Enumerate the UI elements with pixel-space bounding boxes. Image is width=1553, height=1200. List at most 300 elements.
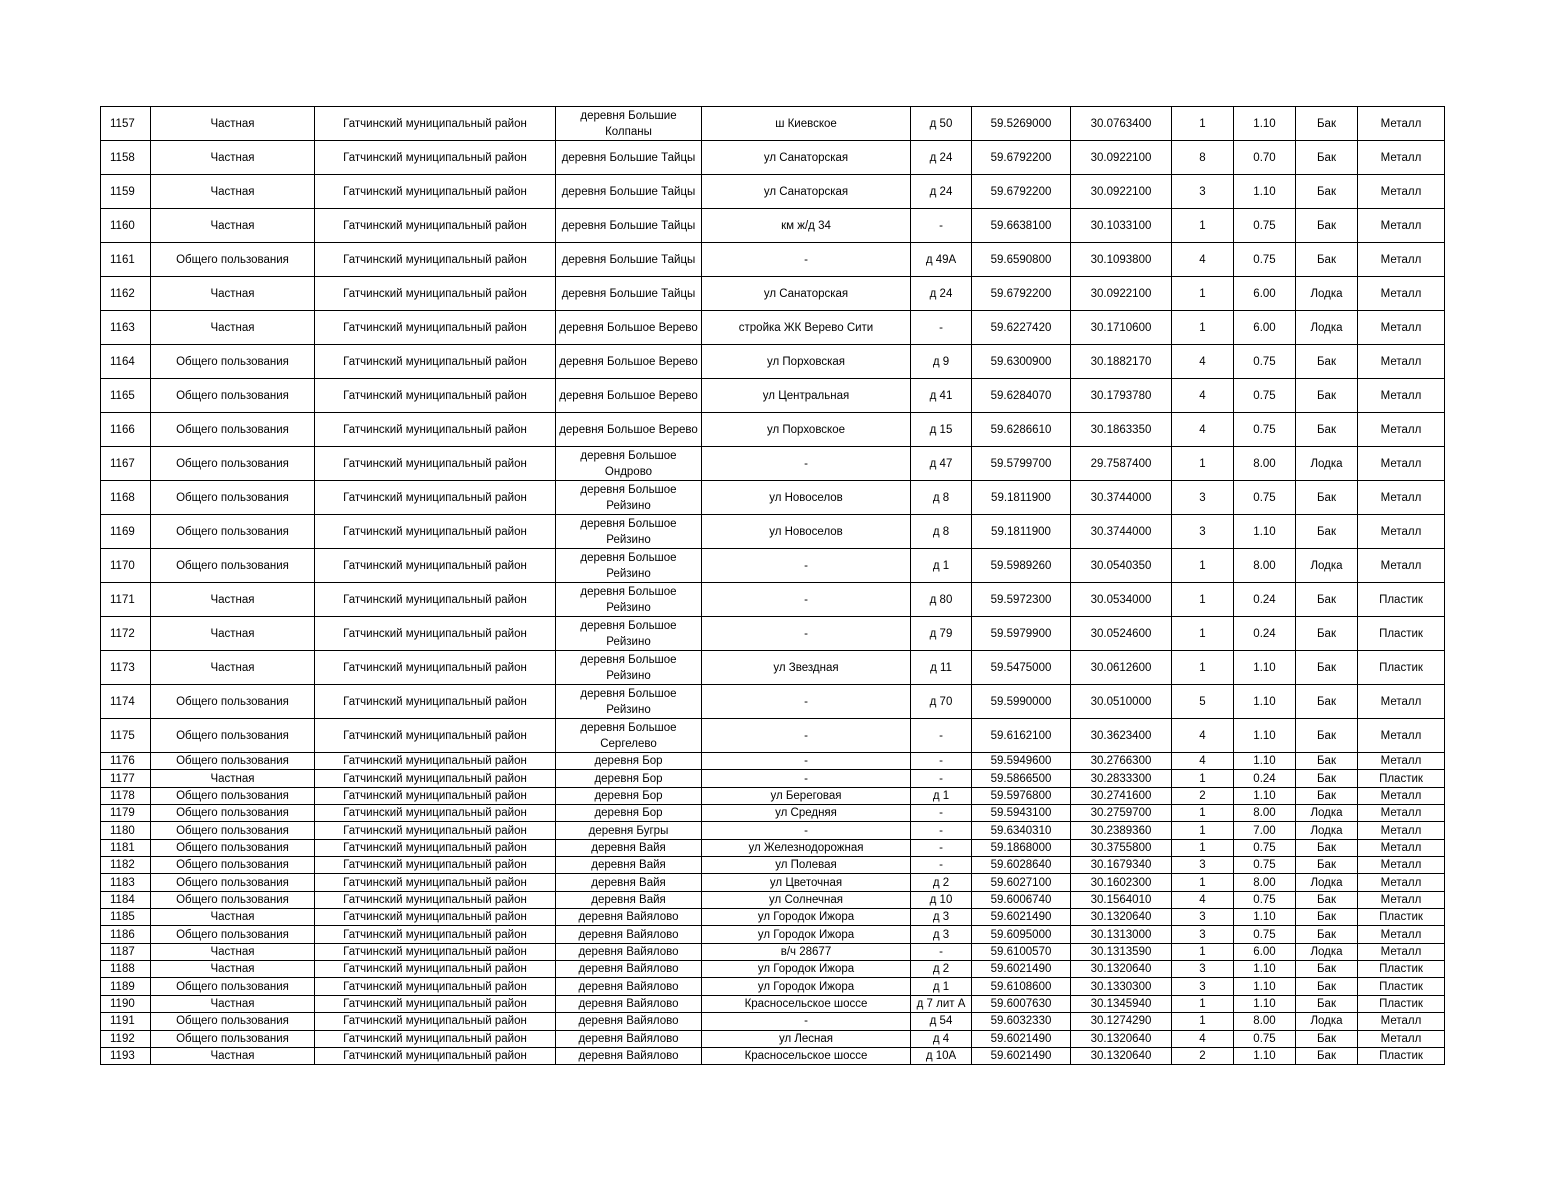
cell-row-number: 1169 (101, 515, 151, 549)
cell-ownership: Частная (151, 141, 315, 175)
cell-row-number: 1185 (101, 909, 151, 926)
cell-row-number: 1174 (101, 685, 151, 719)
cell-container-type: Бак (1296, 243, 1358, 277)
cell-latitude: 59.5799700 (972, 447, 1071, 481)
cell-settlement: деревня Большие Тайцы (556, 277, 702, 311)
cell-volume: 0.75 (1234, 379, 1296, 413)
cell-settlement: деревня Вайя (556, 874, 702, 891)
cell-material: Металл (1358, 874, 1445, 891)
cell-longitude: 30.2833300 (1071, 770, 1172, 787)
cell-container-type: Лодка (1296, 822, 1358, 839)
cell-district: Гатчинский муниципальный район (315, 857, 556, 874)
cell-latitude: 59.5269000 (972, 107, 1071, 141)
cell-longitude: 30.0922100 (1071, 175, 1172, 209)
cell-count: 1 (1172, 447, 1234, 481)
cell-row-number: 1188 (101, 961, 151, 978)
cell-count: 1 (1172, 277, 1234, 311)
cell-volume: 0.75 (1234, 891, 1296, 908)
cell-house: д 7 лит А (911, 995, 972, 1012)
cell-row-number: 1191 (101, 1013, 151, 1030)
cell-volume: 0.75 (1234, 209, 1296, 243)
cell-count: 4 (1172, 719, 1234, 753)
cell-latitude: 59.6007630 (972, 995, 1071, 1012)
cell-district: Гатчинский муниципальный район (315, 345, 556, 379)
cell-count: 1 (1172, 107, 1234, 141)
cell-container-type: Бак (1296, 909, 1358, 926)
cell-container-type: Лодка (1296, 549, 1358, 583)
cell-material: Металл (1358, 379, 1445, 413)
cell-row-number: 1158 (101, 141, 151, 175)
cell-house: д 2 (911, 961, 972, 978)
cell-district: Гатчинский муниципальный район (315, 909, 556, 926)
cell-settlement: деревня Вайялово (556, 978, 702, 995)
cell-latitude: 59.6300900 (972, 345, 1071, 379)
cell-latitude: 59.5475000 (972, 651, 1071, 685)
cell-material: Металл (1358, 926, 1445, 943)
table-row (101, 961, 1445, 978)
cell-container-type: Бак (1296, 583, 1358, 617)
cell-street: ул Лесная (702, 1030, 911, 1047)
cell-settlement: деревня Большие Тайцы (556, 141, 702, 175)
cell-district: Гатчинский муниципальный район (315, 943, 556, 960)
cell-longitude: 30.2766300 (1071, 753, 1172, 770)
cell-volume: 8.00 (1234, 549, 1296, 583)
cell-street: ул Полевая (702, 857, 911, 874)
cell-container-type: Бак (1296, 891, 1358, 908)
cell-count: 3 (1172, 481, 1234, 515)
table-row (101, 447, 1445, 481)
cell-count: 1 (1172, 943, 1234, 960)
cell-latitude: 59.6792200 (972, 141, 1071, 175)
cell-street: - (702, 685, 911, 719)
cell-ownership: Частная (151, 277, 315, 311)
cell-latitude: 59.6108600 (972, 978, 1071, 995)
cell-container-type: Бак (1296, 481, 1358, 515)
table-row (101, 175, 1445, 209)
table-row (101, 822, 1445, 839)
table-row (101, 617, 1445, 651)
cell-row-number: 1189 (101, 978, 151, 995)
cell-house: д 9 (911, 345, 972, 379)
cell-longitude: 30.1793780 (1071, 379, 1172, 413)
cell-latitude: 59.6028640 (972, 857, 1071, 874)
cell-count: 4 (1172, 243, 1234, 277)
cell-settlement: деревня Большие Тайцы (556, 209, 702, 243)
cell-ownership: Общего пользования (151, 874, 315, 891)
cell-house: д 10А (911, 1047, 972, 1064)
cell-ownership: Общего пользования (151, 857, 315, 874)
cell-house: д 3 (911, 909, 972, 926)
cell-count: 1 (1172, 583, 1234, 617)
table-row (101, 1013, 1445, 1030)
cell-settlement: деревня Бор (556, 787, 702, 804)
cell-ownership: Общего пользования (151, 805, 315, 822)
cell-district: Гатчинский муниципальный район (315, 770, 556, 787)
cell-volume: 0.70 (1234, 141, 1296, 175)
cell-row-number: 1172 (101, 617, 151, 651)
cell-street: - (702, 753, 911, 770)
cell-longitude: 30.2759700 (1071, 805, 1172, 822)
cell-container-type: Бак (1296, 651, 1358, 685)
cell-house: д 79 (911, 617, 972, 651)
cell-volume: 8.00 (1234, 1013, 1296, 1030)
cell-street: ул Новоселов (702, 515, 911, 549)
cell-house: д 1 (911, 978, 972, 995)
cell-row-number: 1176 (101, 753, 151, 770)
cell-district: Гатчинский муниципальный район (315, 209, 556, 243)
cell-district: Гатчинский муниципальный район (315, 961, 556, 978)
table-row (101, 379, 1445, 413)
cell-settlement: деревня Вайя (556, 891, 702, 908)
cell-container-type: Бак (1296, 141, 1358, 175)
cell-longitude: 30.0612600 (1071, 651, 1172, 685)
cell-house: - (911, 311, 972, 345)
cell-container-type: Бак (1296, 1047, 1358, 1064)
cell-ownership: Частная (151, 909, 315, 926)
cell-latitude: 59.5989260 (972, 549, 1071, 583)
cell-settlement: деревня Бор (556, 805, 702, 822)
cell-volume: 1.10 (1234, 787, 1296, 804)
cell-ownership: Частная (151, 770, 315, 787)
cell-longitude: 30.0922100 (1071, 141, 1172, 175)
cell-volume: 0.75 (1234, 839, 1296, 856)
cell-count: 4 (1172, 1030, 1234, 1047)
cell-street: Красносельское шоссе (702, 995, 911, 1012)
cell-container-type: Бак (1296, 209, 1358, 243)
cell-settlement: деревня Вайялово (556, 909, 702, 926)
cell-street: ул Порховское (702, 413, 911, 447)
table-row (101, 891, 1445, 908)
cell-volume: 0.75 (1234, 857, 1296, 874)
cell-longitude: 30.0510000 (1071, 685, 1172, 719)
cell-material: Металл (1358, 857, 1445, 874)
cell-volume: 0.24 (1234, 617, 1296, 651)
cell-volume: 7.00 (1234, 822, 1296, 839)
cell-ownership: Общего пользования (151, 345, 315, 379)
cell-ownership: Частная (151, 651, 315, 685)
cell-longitude: 30.3623400 (1071, 719, 1172, 753)
cell-house: д 1 (911, 787, 972, 804)
cell-count: 3 (1172, 175, 1234, 209)
cell-settlement: деревня Бор (556, 753, 702, 770)
cell-row-number: 1167 (101, 447, 151, 481)
cell-settlement: деревня Вайялово (556, 1013, 702, 1030)
cell-district: Гатчинский муниципальный район (315, 277, 556, 311)
cell-street: км ж/д 34 (702, 209, 911, 243)
cell-house: д 24 (911, 277, 972, 311)
cell-ownership: Общего пользования (151, 787, 315, 804)
cell-material: Металл (1358, 891, 1445, 908)
cell-container-type: Бак (1296, 685, 1358, 719)
table-row (101, 651, 1445, 685)
cell-material: Металл (1358, 549, 1445, 583)
table-row (101, 1030, 1445, 1047)
cell-district: Гатчинский муниципальный район (315, 549, 556, 583)
cell-longitude: 30.1863350 (1071, 413, 1172, 447)
cell-container-type: Лодка (1296, 311, 1358, 345)
cell-settlement: деревня Большие Тайцы (556, 243, 702, 277)
cell-street: - (702, 822, 911, 839)
cell-house: д 80 (911, 583, 972, 617)
cell-material: Пластик (1358, 1047, 1445, 1064)
table-row (101, 1047, 1445, 1064)
cell-material: Металл (1358, 481, 1445, 515)
cell-material: Металл (1358, 839, 1445, 856)
cell-row-number: 1157 (101, 107, 151, 141)
cell-district: Гатчинский муниципальный район (315, 839, 556, 856)
table-row (101, 481, 1445, 515)
cell-house: - (911, 857, 972, 874)
cell-latitude: 59.6590800 (972, 243, 1071, 277)
cell-container-type: Бак (1296, 839, 1358, 856)
cell-settlement: деревня Большое Верево (556, 379, 702, 413)
cell-settlement: деревня Большое Сергелево (556, 719, 702, 753)
cell-longitude: 30.1313000 (1071, 926, 1172, 943)
cell-latitude: 59.6286610 (972, 413, 1071, 447)
cell-latitude: 59.5943100 (972, 805, 1071, 822)
cell-house: - (911, 943, 972, 960)
data-table (100, 106, 1445, 1065)
cell-row-number: 1181 (101, 839, 151, 856)
cell-material: Металл (1358, 515, 1445, 549)
cell-latitude: 59.5990000 (972, 685, 1071, 719)
cell-latitude: 59.6021490 (972, 1030, 1071, 1047)
cell-count: 1 (1172, 651, 1234, 685)
cell-latitude: 59.6792200 (972, 175, 1071, 209)
cell-ownership: Частная (151, 995, 315, 1012)
cell-row-number: 1171 (101, 583, 151, 617)
cell-latitude: 59.6638100 (972, 209, 1071, 243)
cell-street: ул Новоселов (702, 481, 911, 515)
cell-material: Пластик (1358, 617, 1445, 651)
cell-longitude: 30.1313590 (1071, 943, 1172, 960)
cell-longitude: 30.0763400 (1071, 107, 1172, 141)
cell-district: Гатчинский муниципальный район (315, 787, 556, 804)
cell-container-type: Бак (1296, 961, 1358, 978)
cell-latitude: 59.6792200 (972, 277, 1071, 311)
table-body (101, 107, 1445, 1065)
cell-row-number: 1168 (101, 481, 151, 515)
cell-count: 1 (1172, 822, 1234, 839)
cell-row-number: 1173 (101, 651, 151, 685)
cell-ownership: Общего пользования (151, 1013, 315, 1030)
cell-district: Гатчинский муниципальный район (315, 753, 556, 770)
cell-street: ул Железнодорожная (702, 839, 911, 856)
cell-material: Металл (1358, 107, 1445, 141)
cell-longitude: 30.1274290 (1071, 1013, 1172, 1030)
cell-volume: 1.10 (1234, 107, 1296, 141)
cell-house: - (911, 839, 972, 856)
table-row (101, 874, 1445, 891)
cell-row-number: 1166 (101, 413, 151, 447)
table-row (101, 909, 1445, 926)
table-row (101, 141, 1445, 175)
cell-street: - (702, 770, 911, 787)
table-row (101, 943, 1445, 960)
cell-house: д 15 (911, 413, 972, 447)
cell-material: Металл (1358, 311, 1445, 345)
cell-house: д 8 (911, 481, 972, 515)
cell-house: д 4 (911, 1030, 972, 1047)
cell-count: 4 (1172, 345, 1234, 379)
cell-container-type: Бак (1296, 107, 1358, 141)
cell-street: ул Береговая (702, 787, 911, 804)
cell-longitude: 30.1710600 (1071, 311, 1172, 345)
cell-volume: 1.10 (1234, 719, 1296, 753)
cell-district: Гатчинский муниципальный район (315, 1013, 556, 1030)
cell-container-type: Лодка (1296, 447, 1358, 481)
cell-latitude: 59.6021490 (972, 909, 1071, 926)
cell-latitude: 59.6021490 (972, 1047, 1071, 1064)
cell-count: 8 (1172, 141, 1234, 175)
cell-volume: 1.10 (1234, 175, 1296, 209)
table-row (101, 926, 1445, 943)
cell-material: Металл (1358, 943, 1445, 960)
cell-longitude: 30.1320640 (1071, 1030, 1172, 1047)
cell-latitude: 59.6162100 (972, 719, 1071, 753)
cell-house: д 8 (911, 515, 972, 549)
cell-count: 1 (1172, 770, 1234, 787)
cell-house: - (911, 822, 972, 839)
cell-street: ул Центральная (702, 379, 911, 413)
cell-row-number: 1164 (101, 345, 151, 379)
cell-count: 1 (1172, 995, 1234, 1012)
cell-container-type: Бак (1296, 926, 1358, 943)
cell-container-type: Бак (1296, 753, 1358, 770)
cell-ownership: Общего пользования (151, 753, 315, 770)
cell-settlement: деревня Вайялово (556, 995, 702, 1012)
cell-ownership: Общего пользования (151, 926, 315, 943)
cell-count: 4 (1172, 379, 1234, 413)
cell-volume: 6.00 (1234, 277, 1296, 311)
cell-ownership: Общего пользования (151, 719, 315, 753)
cell-count: 1 (1172, 874, 1234, 891)
cell-house: - (911, 770, 972, 787)
table-row (101, 549, 1445, 583)
cell-row-number: 1179 (101, 805, 151, 822)
cell-volume: 1.10 (1234, 961, 1296, 978)
cell-container-type: Лодка (1296, 943, 1358, 960)
cell-house: д 11 (911, 651, 972, 685)
cell-longitude: 30.0540350 (1071, 549, 1172, 583)
cell-longitude: 30.1602300 (1071, 874, 1172, 891)
cell-settlement: деревня Большое Рейзино (556, 583, 702, 617)
cell-district: Гатчинский муниципальный район (315, 805, 556, 822)
cell-material: Металл (1358, 243, 1445, 277)
cell-count: 2 (1172, 1047, 1234, 1064)
cell-container-type: Бак (1296, 413, 1358, 447)
cell-street: ул Городок Ижора (702, 926, 911, 943)
cell-container-type: Бак (1296, 617, 1358, 651)
cell-material: Пластик (1358, 583, 1445, 617)
cell-street: ул Санаторская (702, 175, 911, 209)
cell-volume: 0.24 (1234, 583, 1296, 617)
cell-settlement: деревня Большое Рейзино (556, 617, 702, 651)
cell-district: Гатчинский муниципальный район (315, 583, 556, 617)
cell-count: 2 (1172, 787, 1234, 804)
cell-container-type: Лодка (1296, 805, 1358, 822)
cell-district: Гатчинский муниципальный район (315, 685, 556, 719)
cell-settlement: деревня Большое Верево (556, 345, 702, 379)
table-row (101, 209, 1445, 243)
cell-container-type: Бак (1296, 515, 1358, 549)
cell-row-number: 1183 (101, 874, 151, 891)
cell-longitude: 30.1679340 (1071, 857, 1172, 874)
cell-count: 1 (1172, 617, 1234, 651)
cell-settlement: деревня Большое Верево (556, 413, 702, 447)
cell-volume: 0.75 (1234, 345, 1296, 379)
cell-district: Гатчинский муниципальный район (315, 822, 556, 839)
table-row (101, 583, 1445, 617)
cell-material: Пластик (1358, 909, 1445, 926)
cell-ownership: Общего пользования (151, 978, 315, 995)
cell-row-number: 1170 (101, 549, 151, 583)
cell-container-type: Бак (1296, 719, 1358, 753)
cell-latitude: 59.6100570 (972, 943, 1071, 960)
cell-longitude: 29.7587400 (1071, 447, 1172, 481)
cell-longitude: 30.3755800 (1071, 839, 1172, 856)
cell-volume: 0.75 (1234, 243, 1296, 277)
cell-volume: 0.75 (1234, 1030, 1296, 1047)
cell-longitude: 30.0922100 (1071, 277, 1172, 311)
cell-street: - (702, 243, 911, 277)
cell-count: 3 (1172, 909, 1234, 926)
cell-volume: 0.75 (1234, 926, 1296, 943)
cell-settlement: деревня Большие Колпаны (556, 107, 702, 141)
cell-settlement: деревня Бугры (556, 822, 702, 839)
cell-latitude: 59.6006740 (972, 891, 1071, 908)
cell-street: ул Звездная (702, 651, 911, 685)
cell-latitude: 59.5976800 (972, 787, 1071, 804)
cell-district: Гатчинский муниципальный район (315, 447, 556, 481)
cell-row-number: 1162 (101, 277, 151, 311)
cell-longitude: 30.1093800 (1071, 243, 1172, 277)
cell-volume: 6.00 (1234, 311, 1296, 345)
cell-count: 1 (1172, 805, 1234, 822)
cell-ownership: Частная (151, 961, 315, 978)
table-row (101, 978, 1445, 995)
cell-street: ул Средняя (702, 805, 911, 822)
cell-district: Гатчинский муниципальный район (315, 311, 556, 345)
cell-volume: 8.00 (1234, 447, 1296, 481)
cell-longitude: 30.2389360 (1071, 822, 1172, 839)
cell-count: 4 (1172, 891, 1234, 908)
cell-row-number: 1160 (101, 209, 151, 243)
cell-ownership: Общего пользования (151, 839, 315, 856)
cell-container-type: Бак (1296, 857, 1358, 874)
table-row (101, 311, 1445, 345)
cell-material: Металл (1358, 822, 1445, 839)
table-row (101, 770, 1445, 787)
cell-volume: 0.75 (1234, 413, 1296, 447)
cell-row-number: 1187 (101, 943, 151, 960)
cell-ownership: Общего пользования (151, 1030, 315, 1047)
table-row (101, 805, 1445, 822)
cell-district: Гатчинский муниципальный район (315, 515, 556, 549)
cell-street: ул Городок Ижора (702, 909, 911, 926)
cell-material: Металл (1358, 753, 1445, 770)
cell-settlement: деревня Большое Верево (556, 311, 702, 345)
cell-row-number: 1163 (101, 311, 151, 345)
cell-row-number: 1184 (101, 891, 151, 908)
cell-street: ул Санаторская (702, 141, 911, 175)
cell-row-number: 1180 (101, 822, 151, 839)
cell-district: Гатчинский муниципальный район (315, 651, 556, 685)
cell-count: 1 (1172, 209, 1234, 243)
cell-settlement: деревня Большие Тайцы (556, 175, 702, 209)
cell-latitude: 59.6021490 (972, 961, 1071, 978)
cell-longitude: 30.1320640 (1071, 1047, 1172, 1064)
